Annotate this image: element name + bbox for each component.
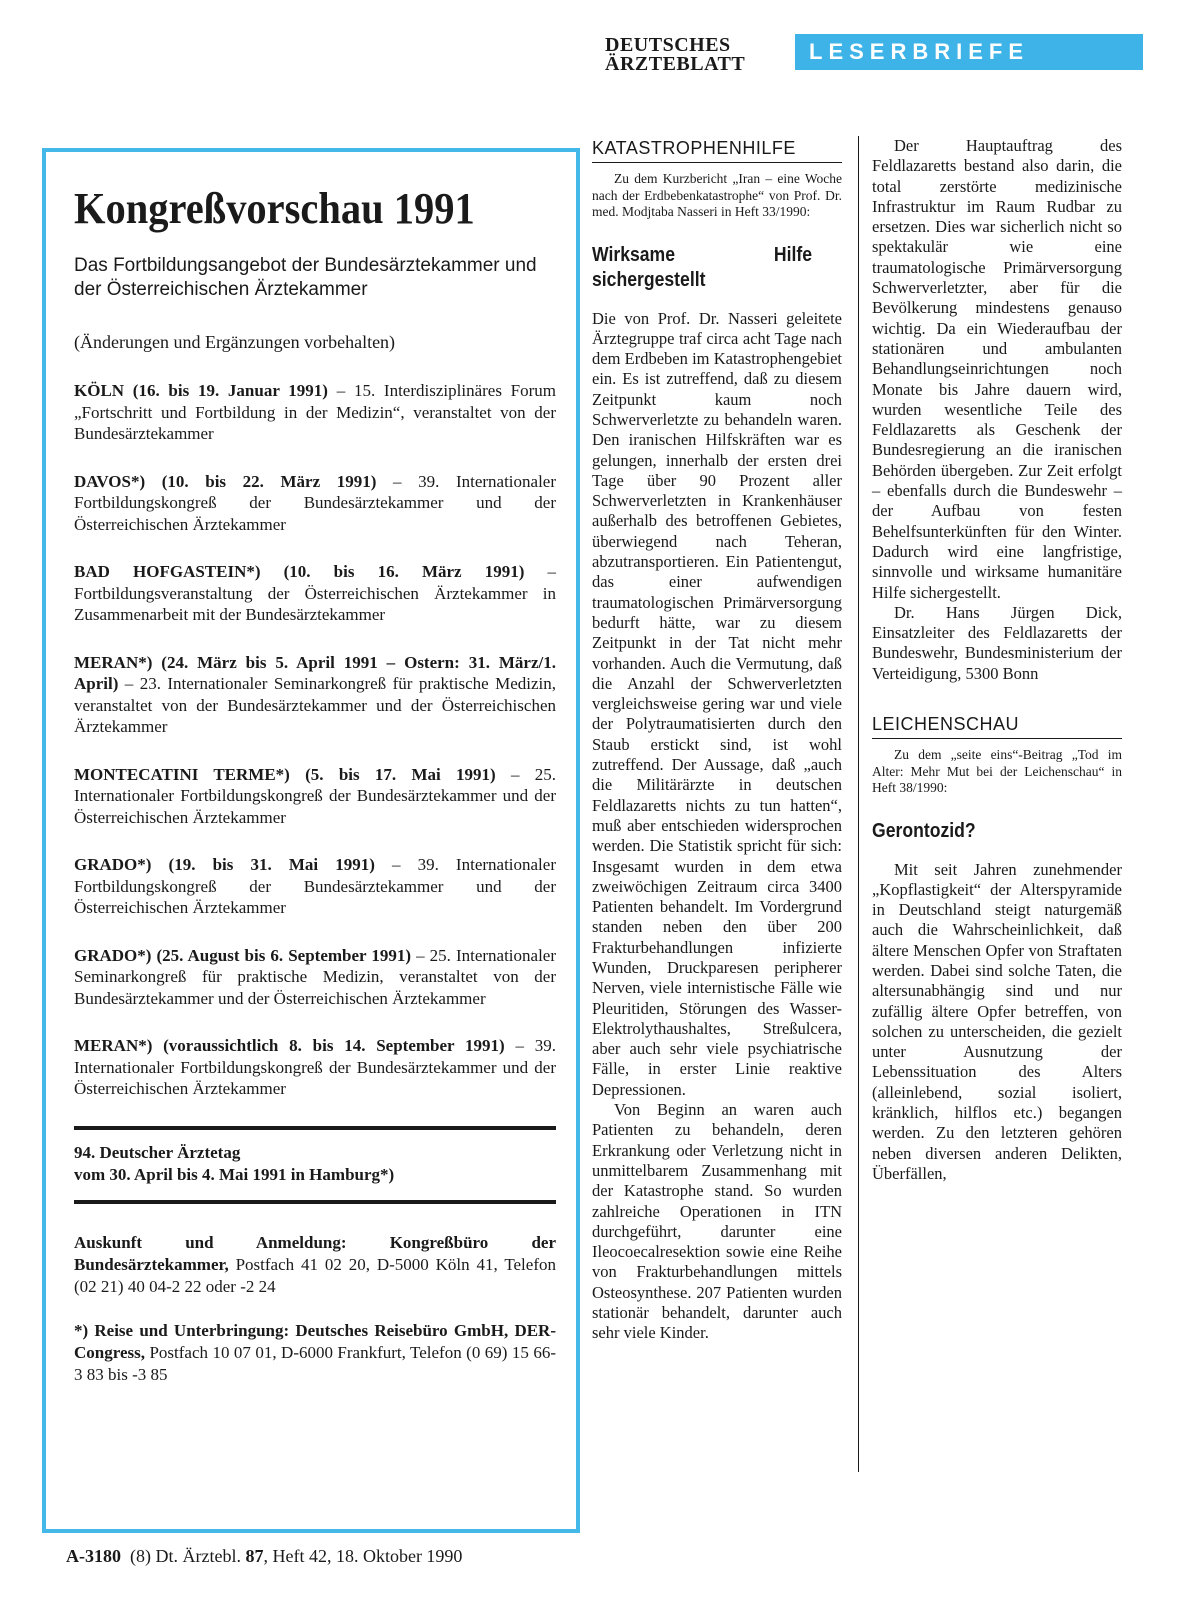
- kongress-entry: [74, 471, 556, 536]
- divider-rule: [74, 1200, 556, 1204]
- auskunft-info: [74, 1232, 556, 1298]
- kicker-leichenschau: LEICHENSCHAU: [872, 712, 1122, 739]
- aerztetag-line-1: 94. Deutscher Ärztetag: [74, 1142, 241, 1162]
- kongress-entry-head: GRADO*) (25. August bis 6. September 1991): [74, 945, 412, 965]
- kongress-entry-text: – Fortbildungsveranstaltung der Österreichischen Ärztekammer in Zusammenarbeit mit der Bundesärztekammer: [74, 562, 556, 624]
- kongress-entry-text: – 39. Internationaler Fortbildungskongreß der Bundesärztekammer und der Österreichischen Ärztekammer: [74, 471, 556, 534]
- kongress-entry-head: BAD HOFGASTEIN*) (10. bis 16. März 1991): [74, 562, 525, 581]
- aerztetag-notice: [74, 1142, 556, 1186]
- kongress-entry-text: – 15. Interdisziplinäres Forum „Fortschritt und Fortbildung in der Medizin“, veranstaltet von der Bundesärztekammer: [74, 381, 557, 443]
- page-footer: [66, 1546, 462, 1567]
- kongress-entry: [74, 1035, 556, 1100]
- divider-rule: [74, 1126, 556, 1130]
- letter-headline: Wirksame Hilfe sichergestellt: [592, 243, 812, 291]
- kongress-entry: [74, 380, 556, 445]
- auskunft-text: Postfach 41 02 20, D-5000 Köln 41, Telefon (02 21) 40 04-2 22 oder -2 24: [74, 1254, 556, 1296]
- letter-paragraph: Von Beginn an waren auch Patienten zu behandeln, deren Erkrankung oder Verletzung nicht in unmittelbarem Zusammenhang mit der Katastrophe stand. So wurden zahlreiche Operationen in ITN durchgeführt, darunter eine Ileocoecalresektion sowie eine Reihe von Frakturbehandlungen mittels Osteosynthese. 207 Patienten wurden stationär behandelt, darunter auch sehr viele Kinder.: [592, 1100, 842, 1343]
- reise-head: *) Reise und Unterbringung: Deutsches Reisebüro GmbH, DER-Congress,: [74, 1320, 556, 1362]
- letter-intro: Zu dem „seite eins“-Beitrag „Tod im Alter: Mehr Mut bei der Leichenschau“ in Heft 38/1990:: [872, 747, 1122, 796]
- letter-signature: Dr. Hans Jürgen Dick, Einsatzleiter des Feldlazaretts der Bundeswehr, Bundesministerium der Verteidigung, 5300 Bonn: [872, 602, 1122, 683]
- kongress-entry-text: – 23. Internationaler Seminarkongreß für praktische Medizin, veranstaltet von der Bundesärztekammer und der Österreichischen Ärztekammer: [74, 674, 556, 736]
- letter-paragraph: Die von Prof. Dr. Nasseri geleitete Ärztegruppe traf circa acht Tage nach dem Erdbeben im Katastrophengebiet ein. Es ist zutreffend, daß zu diesem Zeitpunkt kaum noch Schwerverletzte zu behandeln waren. Den iranischen Hilfskräften war es gelungen, innerhalb der ersten drei Tage über 90 Prozent aller Schwerverletzten in Krankenhäuser außerhalb des betroffenen Gebietes, überwiegend nach Teheran, abzutransportieren. Ein Patientengut, das einer aufwendigen traumatologischen Primärversorgung bedurft hätte, war zu diesem Zeitpunkt in der Tat nicht mehr vorhanden. Auch die Vermutung, daß die Anzahl der Schwerverletzten vergleichsweise gering war und viele der Polytraumatisierten durch den Staub erstickt sind, ist wohl zutreffend. Der Aussage, daß „auch die Militärärzte in deutschen Feldlazaretts nichts zu tun hatten“, muß aber entschieden widersprochen werden. Die Statistik spricht für sich: Insgesamt wurden in dem etwa zweiwöchigen Zeitraum circa 3400 Patienten behandelt. Im Vordergrund standen neben den über 200 Frakturbehandlungen infizierte Wunden, Druckparesen peripherer Nerven, viele internistische Fälle wie Pleuritiden, Störungen des Wasser-Elektrolythaushaltes, Streßulcera, aber auch sehr viele psychiatrische Fälle, in erster Linie reaktive Depressionen.: [592, 308, 842, 1099]
- kongress-entry-text: – 25. Internationaler Seminarkongreß für praktische Medizin, veranstaltet von der Bundesärztekammer und der Österreichischen Ärztekammer: [74, 945, 557, 1008]
- footer-issue-post: , Heft 42, 18. Oktober 1990: [263, 1546, 463, 1566]
- kongress-subtitle: Das Fortbildungsangebot der Bundesärztekammer und der Österreichischen Ärztekammer: [74, 255, 537, 300]
- kongress-entry-text: – 39. Internationaler Fortbildungskongreß der Bundesärztekammer und der Österreichischen Ärztekammer: [74, 855, 556, 917]
- page-number: A-3180: [66, 1546, 121, 1566]
- kongress-entry-head: MONTECATINI TERME*) (5. bis 17. Mai 1991): [74, 764, 496, 784]
- masthead-logo: [605, 36, 775, 74]
- letter-intro: Zu dem Kurzbericht „Iran – eine Woche nach der Erdbebenkatastrophe“ von Prof. Dr. med. Modjtaba Nasseri in Heft 33/1990:: [592, 171, 842, 219]
- kongress-entry-head: KÖLN (16. bis 19. Januar 1991): [74, 381, 328, 400]
- reise-text: Postfach 10 07 01, D-6000 Frankfurt, Telefon (0 69) 15 66-3 83 bis -3 85: [74, 1342, 556, 1384]
- kongress-entry-list: [74, 380, 556, 1100]
- letter-paragraph: Mit seit Jahren zunehmender „Kopflastigkeit“ der Alterspyramide in Deutschland steigt naturgemäß auch die Wahrscheinlichkeit, daß ältere Menschen Opfer von Straftaten werden. Dabei sind solche Taten, die altersunabhängig sind und nur zufällig ältere Opfer betreffen, von solchen zu unterscheiden, die gezielt unter Ausnutzung der Lebenssituation des Alters (alleinlebend, sozial isoliert, kränklich, hilflos etc.) begangen werden. Zu den letzteren gehören neben diversen anderen Delikten, Überfällen,: [872, 859, 1122, 1183]
- kongress-entry-head: MERAN*) (voraussichtlich 8. bis 14. September 1991): [74, 1036, 505, 1055]
- letter-katastrophenhilfe: [592, 136, 842, 1344]
- section-tag: LESERBRIEFE: [795, 34, 1143, 70]
- reise-info: [74, 1320, 556, 1386]
- kongress-note: (Änderungen und Ergänzungen vorbehalten): [74, 332, 396, 352]
- kongress-entry-text: – 25. Internationaler Fortbildungskongreß der Bundesärztekammer und der Österreichischen Ärztekammer: [74, 764, 556, 827]
- kongress-box: [42, 148, 580, 1533]
- kongress-entry: [74, 854, 556, 919]
- kongress-entry: [74, 945, 556, 1010]
- kongress-entry: [74, 652, 556, 738]
- letter-headline: Gerontozid?: [872, 819, 976, 842]
- kongress-entry-head: DAVOS*) (10. bis 22. März 1991): [74, 471, 377, 491]
- kongress-entry-text: – 39. Internationaler Fortbildungskongreß der Bundesärztekammer und der Österreichischen Ärztekammer: [74, 1036, 556, 1098]
- kongress-entry-head: MERAN*) (24. März bis 5. April 1991 – Ostern: 31. März/1. April): [74, 652, 556, 693]
- column-rule: [858, 136, 859, 1472]
- masthead-line-2: ÄRZTEBLATT: [605, 53, 746, 75]
- footer-issue-pre: (8) Dt. Ärztebl.: [130, 1546, 241, 1566]
- kongress-entry: [74, 764, 556, 829]
- letter-paragraph: Der Hauptauftrag des Feldlazaretts bestand also darin, die total zerstörte medizinische Infrastruktur im Raum Rudbar zu ersetzen. Dies war sicherlich nicht so spektakulär wie eine traumatologische Primärversorgung Schwerverletzter, aber für die Bevölkerung mindestens genauso wichtig. Da ein Wiederaufbau der stationären und ambulanten Behandlungseinrichtungen noch Monate bis Jahre dauern wird, wurden wesentliche Teile des Feldlazaretts als Geschenk der Bundesregierung an die iranischen Behörden übergeben. Zur Zeit erfolgt – ebenfalls durch die Bundeswehr – der Aufbau von festen Behelfsunterkünften für den Winter. Dadurch wird eine langfristige, sinnvolle und wirksame humanitäre Hilfe sichergestellt.: [872, 136, 1122, 602]
- letter-column-3: [872, 136, 1122, 1184]
- kongress-entry-head: GRADO*) (19. bis 31. Mai 1991): [74, 855, 375, 874]
- kongress-title: Kongreßvorschau 1991: [74, 184, 475, 233]
- footer-volume: 87: [245, 1546, 264, 1566]
- kicker-katastrophenhilfe: KATASTROPHENHILFE: [592, 136, 842, 163]
- aerztetag-line-2: vom 30. April bis 4. Mai 1991 in Hamburg*): [74, 1164, 395, 1184]
- auskunft-head: Auskunft und Anmeldung: Kongreßbüro der Bundesärztekammer,: [74, 1232, 556, 1274]
- masthead-line-1: DEUTSCHES: [605, 34, 731, 56]
- kongress-entry: [74, 561, 556, 626]
